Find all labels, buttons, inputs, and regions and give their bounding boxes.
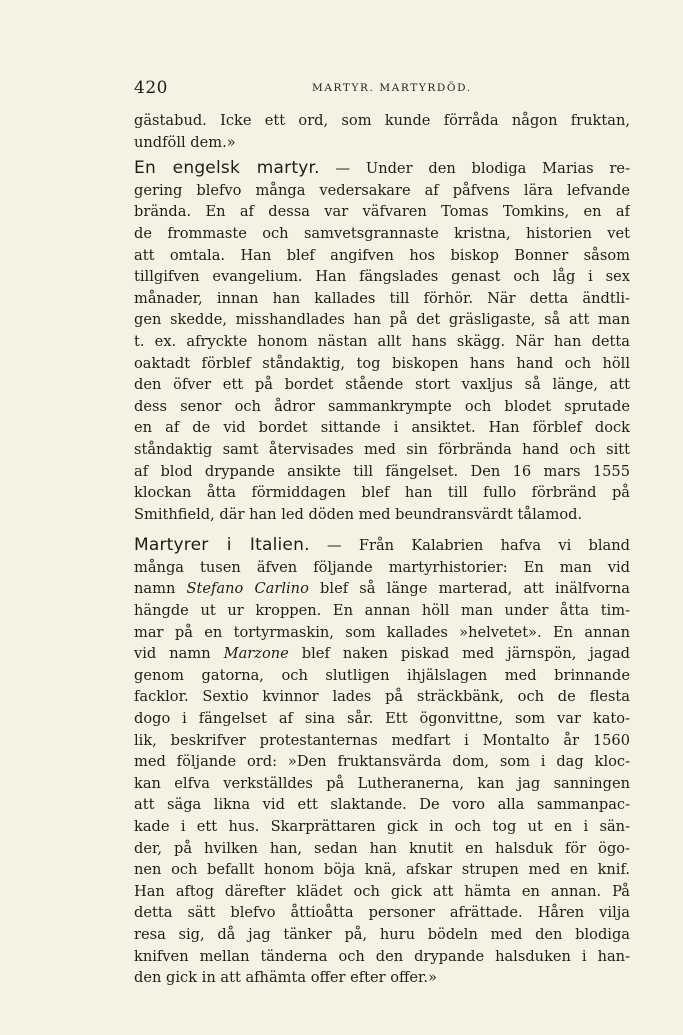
text-line: facklor. Sextio kvinnor lades på sträckbänk, och de flesta (134, 688, 630, 706)
text-line: de frommaste och samvetsgrannaste kristna, historien vet (134, 224, 630, 242)
text-line: Smithfield, där han led döden med beundransvärdt tålamod. (134, 505, 583, 523)
text-line: gering blefvo många vedersakare af påfvens lära lefvande (134, 181, 630, 199)
text-line: oaktadt förblef ståndaktig, tog biskopen hans hand och höll (134, 354, 630, 372)
text-line: dogo i fängelset af sina sår. Ett ögonvittne, som var kato- (134, 710, 630, 728)
body-text (134, 110, 630, 989)
text-line: undföll dem.» (134, 133, 236, 151)
section-heading-english-martyr: En engelsk martyr. (134, 158, 320, 179)
text-line: gen skedde, misshandlades han på det gräsligaste, så att man (134, 311, 630, 329)
text-line: ståndaktig samt återvisades med sin förbrända hand och sitt (134, 440, 630, 458)
text-line: tillgifven evangelium. Han fängslades genast och låg i sex (134, 268, 630, 286)
text-line: resa sig, då jag tänker på, huru bödeln med den blodiga (134, 925, 630, 943)
running-head: MARTYR. MARTYRDÖD. (312, 82, 472, 94)
text-fragment: vid namn (134, 645, 224, 663)
text-line: månader, innan han kallades till förhör. När detta ändtli- (134, 289, 630, 307)
text-line: af blod drypande ansikte till fängelset. Den 16 mars 1555 (134, 462, 630, 480)
text-line: hängde ut ur kroppen. En annan höll man under åtta tim- (134, 602, 630, 620)
text-line (134, 578, 630, 600)
text-line: med följande ord: »Den fruktansvärda dom, som i dag kloc- (134, 753, 630, 771)
text-line: genom gatorna, och slutligen ihjälslagen med brinnande (134, 666, 630, 684)
text-line: att säga likna vid ett slaktande. De voro alla sammanpac- (134, 796, 630, 814)
text-line: Han aftog därefter klädet och gick att hämta en annan. På (134, 882, 630, 900)
text-line: att omtala. Han blef angifven hos biskop Bonner såsom (134, 246, 630, 264)
italic-name: Marzone (223, 645, 289, 663)
text-line: många tusen äfven följande martyrhistorier: En man vid (134, 558, 630, 576)
text-line: t. ex. afryckte honom nästan allt hans skägg. När han detta (134, 332, 630, 350)
text-line: knifven mellan tänderna och den drypande halsduken i han- (134, 947, 630, 965)
text-line: den gick in att afhämta offer efter offer.» (134, 969, 437, 987)
text-line: en af de vid bordet sittande i ansiktet. Han förblef dock (134, 419, 630, 437)
section-first-line (134, 158, 630, 180)
text-fragment: blef naken piskad med järnspön, jagad (288, 645, 630, 663)
text-line: lik, beskrifver protestanternas medfart i Montalto år 1560 (134, 731, 630, 749)
text-line: brända. En af dessa var väfvaren Tomas Tomkins, en af (134, 203, 630, 221)
text-line (134, 643, 630, 665)
text-fragment: blef så länge marterad, att inälfvorna (308, 580, 630, 598)
text-line: der, på hvilken han, sedan han knutit en halsduk för ögo- (134, 839, 630, 857)
text-line: kade i ett hus. Skarprättaren gick in och tog ut en i sän- (134, 818, 630, 835)
text-line: kan elfva verkställdes på Lutheranerna, kan jag sanningen (134, 774, 630, 792)
text-line: detta sätt blefvo åttioåtta personer afrättade. Håren vilja (134, 904, 630, 922)
text-line: nen och befallt honom böja knä, afskar strupen med en knif. (134, 861, 630, 879)
page-number: 420 (134, 78, 168, 98)
text-fragment: — Under den blodiga Marias re- (335, 160, 630, 178)
text-line: gästabud. Icke ett ord, som kunde förråda någon fruktan, (134, 112, 630, 129)
text-fragment: — Från Kalabrien hafva vi bland (326, 537, 630, 555)
text-fragment: namn (134, 580, 187, 598)
text-line: dess senor och ådror sammankrympte och blodet sprutade (134, 397, 630, 415)
text-line: klockan åtta förmiddagen blef han till fullo förbränd på (134, 484, 630, 502)
text-line: mar på en tortyrmaskin, som kallades »helvetet». En annan (134, 623, 630, 641)
section-heading-martyrs-italy: Martyrer i Italien. (134, 535, 310, 556)
section-first-line (134, 535, 630, 557)
text-line: den öfver ett på bordet stående stort vaxljus så länge, att (134, 376, 630, 394)
page-header (134, 78, 630, 100)
italic-name: Stefano Carlino (186, 580, 309, 598)
